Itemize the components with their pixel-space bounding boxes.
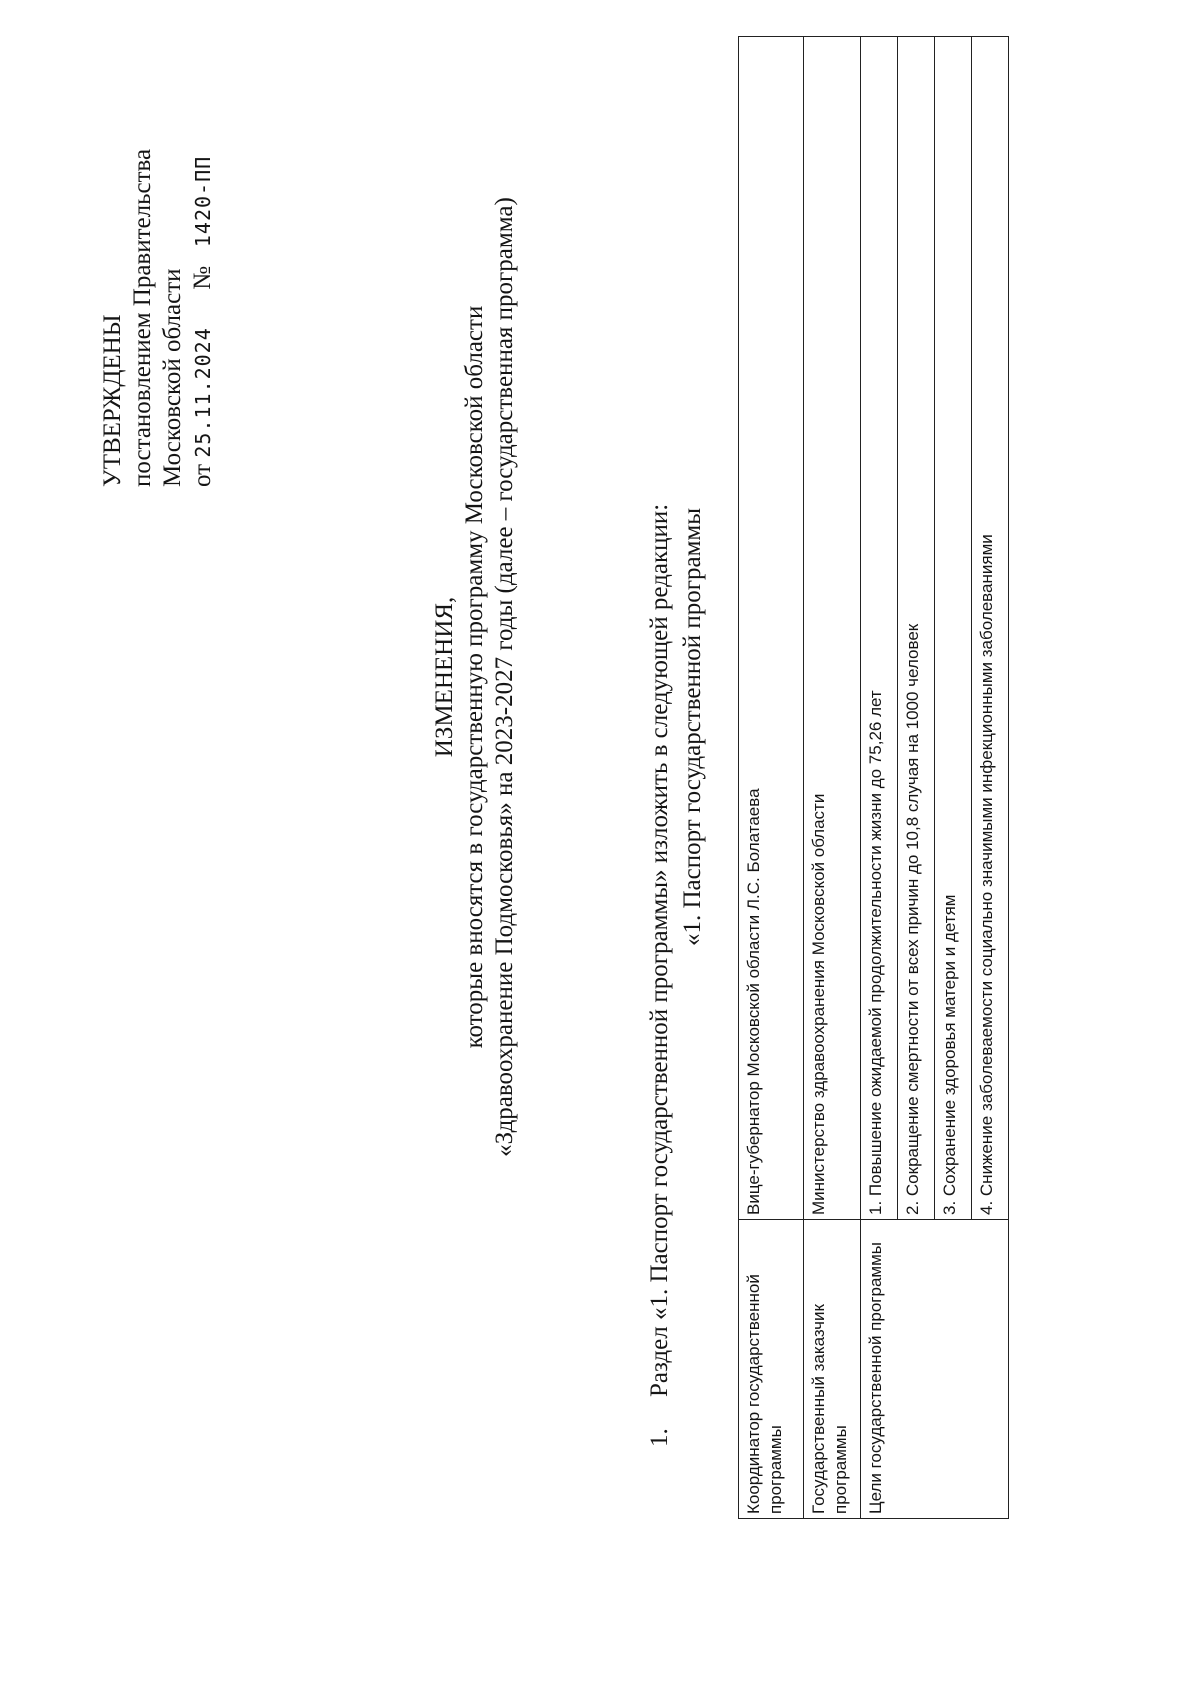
customer-value: Министерство здравоохранения Московской области xyxy=(804,37,861,1220)
approval-line-2: Московской области xyxy=(159,268,186,487)
approval-date-line xyxy=(188,149,218,487)
approval-date: 25.11.2024 xyxy=(191,327,215,458)
document-title xyxy=(430,177,520,1177)
goals-label: Цели государственной программы xyxy=(861,1220,1009,1519)
goal-item: 3. Сохранение здоровья матери и детям xyxy=(935,37,972,1220)
approval-line-1: постановлением Правительства xyxy=(129,148,156,487)
table-row xyxy=(739,37,804,1519)
table-row xyxy=(861,37,898,1519)
intro-paragraph xyxy=(645,504,675,1447)
approval-stamp xyxy=(98,149,218,487)
intro-text: Раздел «1. Паспорт государственной программы» изложить в следующей редакции: xyxy=(646,503,673,1397)
approval-number: 1420-ПП xyxy=(191,155,215,248)
section-subtitle: «1. Паспорт государственной программы xyxy=(679,507,706,947)
goal-item: 1. Повышение ожидаемой продолжительности жизни до 75,26 лет xyxy=(861,37,898,1220)
title-heading: ИЗМЕНЕНИЯ, xyxy=(431,596,458,758)
passport-table xyxy=(738,36,1009,1519)
title-line-2: «Здравоохранение Подмосковья» на 2023-2027 годы (далее – государственная программа) xyxy=(491,197,518,1157)
approval-number-sign: № xyxy=(189,265,216,290)
coordinator-value: Вице-губернатор Московской области Л.С. Болатаева xyxy=(739,37,804,1220)
intro-number: 1. xyxy=(646,1428,673,1447)
approval-date-prefix: от xyxy=(189,463,216,487)
title-line-1: которые вносятся в государственную программу Московской области xyxy=(461,305,488,1049)
table-row xyxy=(804,37,861,1519)
customer-label: Государственный заказчик программы xyxy=(804,1220,861,1519)
goal-item: 4. Снижение заболеваемости социально значимыми инфекционными заболеваниями xyxy=(972,37,1009,1220)
goal-item: 2. Сокращение смертности от всех причин до 10,8 случая на 1000 человек xyxy=(898,37,935,1220)
coordinator-label: Координатор государственной программы xyxy=(739,1220,804,1519)
approval-heading: УТВЕРЖДЕНЫ xyxy=(99,314,126,487)
